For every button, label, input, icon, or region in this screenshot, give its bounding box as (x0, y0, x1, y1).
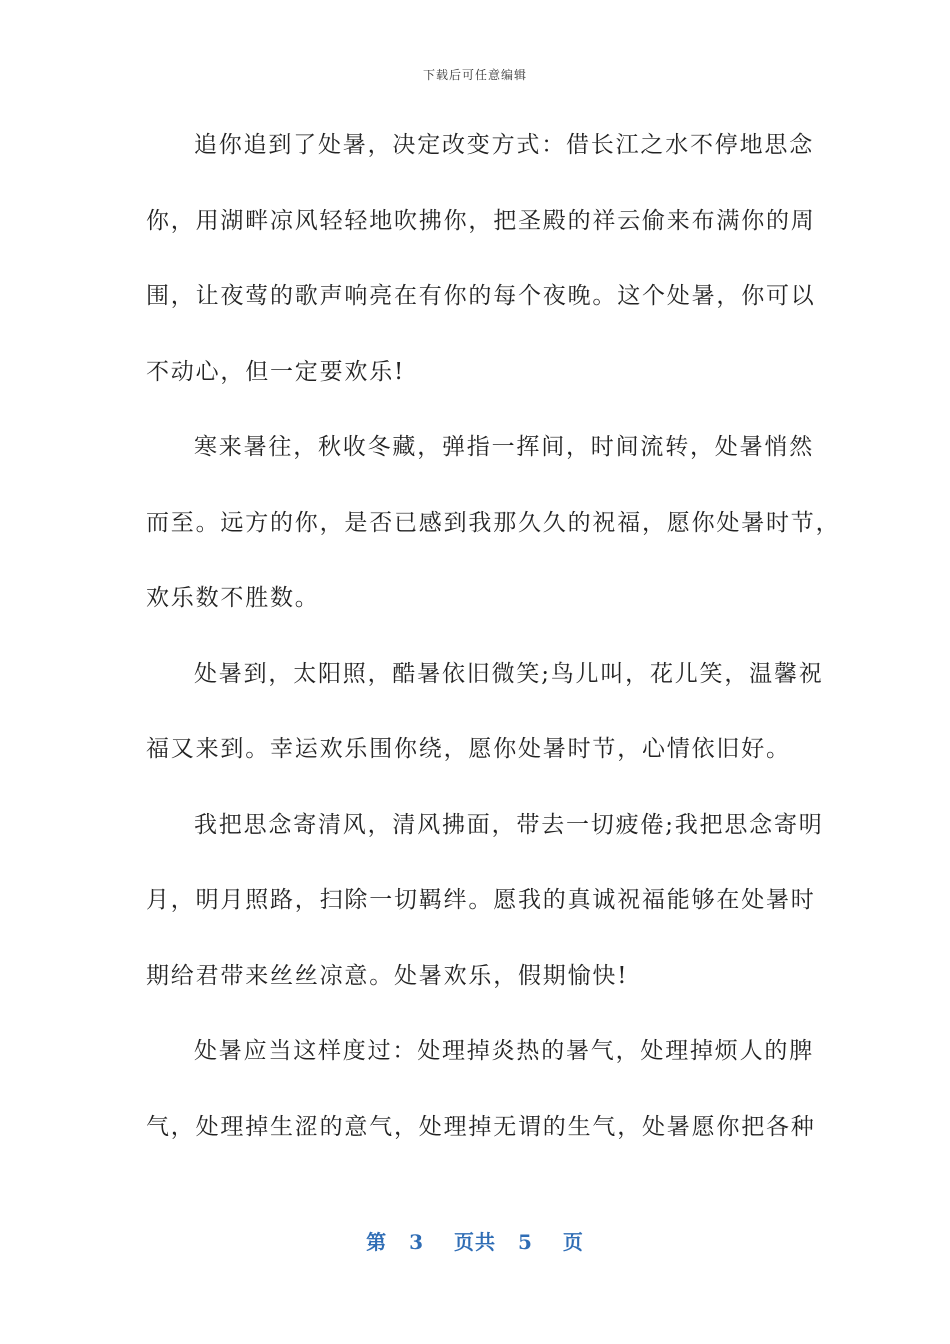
paragraph-5-line-1: 处暑应当这样度过：处理掉炎热的暑气，处理掉烦人的脾 (194, 1038, 814, 1064)
paragraph-1-line-2: 你，用湖畔凉风轻轻地吹拂你，把圣殿的祥云偷来布满你的周 (146, 207, 816, 234)
total-pages-number: 5 (518, 1230, 533, 1254)
paragraph-1-line-4: 不动心，但一定要欢乐! (146, 358, 406, 385)
paragraph-4-line-3: 期给君带来丝丝凉意。处暑欢乐，假期愉快! (146, 962, 629, 989)
paragraph-1-line-1: 追你追到了处暑，决定改变方式：借长江之水不停地思念 (194, 132, 814, 158)
paragraph-2-line-1: 寒来暑往，秋收冬藏，弹指一挥间，时间流转，处暑悄然 (194, 434, 814, 460)
page-label: 第 (366, 1230, 388, 1254)
total-prefix-label: 页共 (454, 1230, 496, 1254)
paragraph-4-line-1: 我把思念寄清风，清风拂面，带去一切疲倦;我把思念寄明 (194, 811, 824, 838)
total-suffix-label: 页 (562, 1230, 584, 1254)
page-number-footer (0, 1226, 950, 1255)
current-page-number: 3 (409, 1230, 424, 1254)
header-note: 下载后可任意编辑 (422, 68, 527, 82)
paragraph-2-line-2: 而至。远方的你，是否已感到我那久久的祝福，愿你处暑时节， (146, 509, 841, 536)
document-body (146, 108, 841, 1165)
paragraph-3-line-1: 处暑到，太阳照，酷暑依旧微笑;鸟儿叫，花儿笑，温馨祝 (194, 660, 824, 687)
paragraph-1-line-3: 围，让夜莺的歌声响亮在有你的每个夜晚。这个处暑，你可以 (146, 283, 816, 309)
paragraph-3-line-2: 福又来到。幸运欢乐围你绕，愿你处暑时节，心情依旧好。 (146, 736, 791, 762)
paragraph-5-line-2: 气，处理掉生涩的意气，处理掉无谓的生气，处暑愿你把各种 (146, 1113, 816, 1140)
paragraph-4-line-2: 月，明月照路，扫除一切羁绊。愿我的真诚祝福能够在处暑时 (146, 887, 816, 913)
paragraph-2-line-3: 欢乐数不胜数。 (146, 585, 320, 611)
